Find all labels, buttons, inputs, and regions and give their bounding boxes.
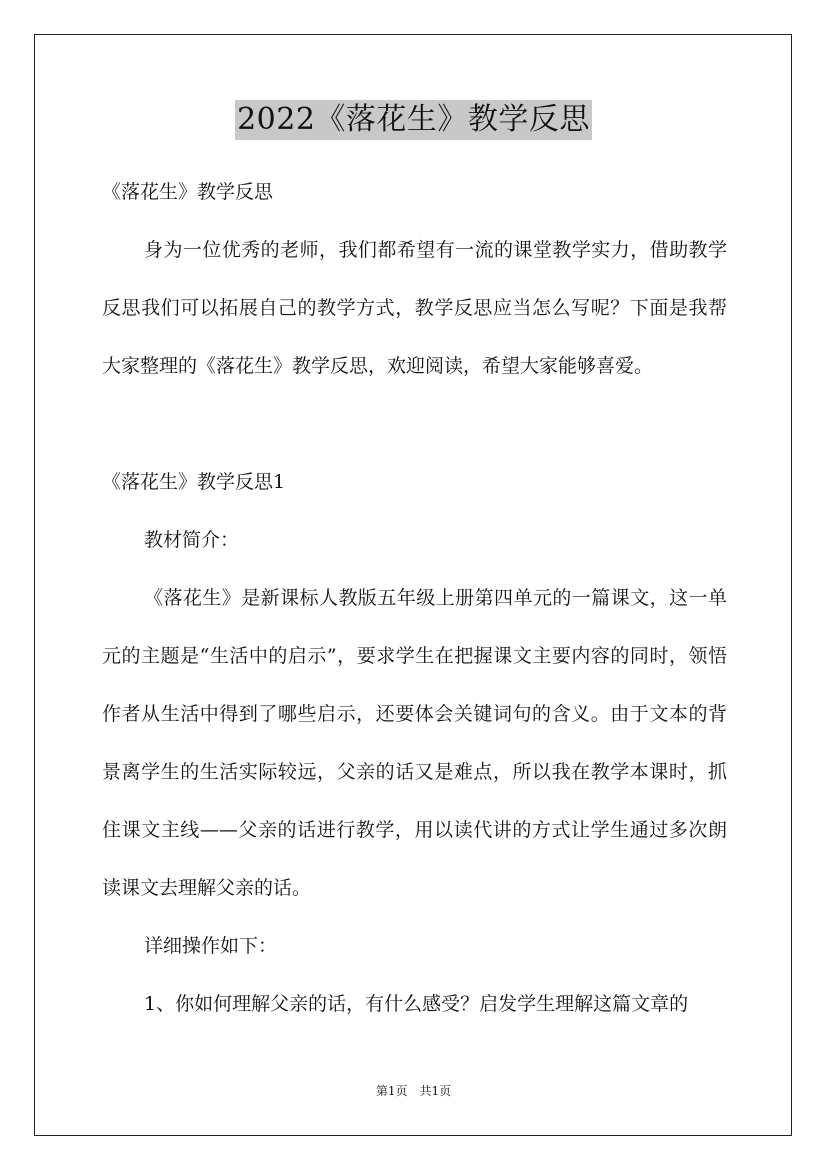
document-title: 2022《落花生》教学反思 — [235, 100, 592, 140]
section-heading-1: 《落花生》教学反思1 — [102, 471, 286, 493]
intro-paragraph: 身为一位优秀的老师，我们都希望有一流的课堂教学实力，借助教学反思我们可以拓展自己的教学方式，教学反思应当怎么写呢？下面是我帮大家整理的《落花生》教学反思，欢迎阅读，希望大家能够喜爱。 — [102, 239, 727, 377]
paragraph-textbook-intro: 《落花生》是新课标人教版五年级上册第四单元的一篇课文，这一单元的主题是“生活中的启示”，要求学生在把握课文主要内容的同时，领悟作者从生活中得到了哪些启示，还要体会关键词句的含义。由于文本的背景离学生的生活实际较远，父亲的话又是难点，所以我在教学本课时，抓住课文主线——父亲的话进行教学，用以读代讲的方式让学生通过多次朗读课文去理解父亲的话。 — [102, 587, 727, 899]
document-title-container — [0, 100, 827, 140]
paragraph-step-1: 1、你如何理解父亲的话，有什么感受？启发学生理解这篇文章的 — [144, 993, 689, 1015]
page-number-label: 第1页 共1页 — [375, 1084, 452, 1098]
page-footer — [0, 1083, 827, 1099]
paragraph-spacer — [102, 395, 727, 453]
section-heading: 《落花生》教学反思 — [102, 181, 274, 203]
document-body — [102, 163, 727, 1033]
paragraph-textbook-intro-label: 教材简介： — [144, 529, 240, 551]
paragraph-operation-label: 详细操作如下： — [144, 935, 278, 957]
